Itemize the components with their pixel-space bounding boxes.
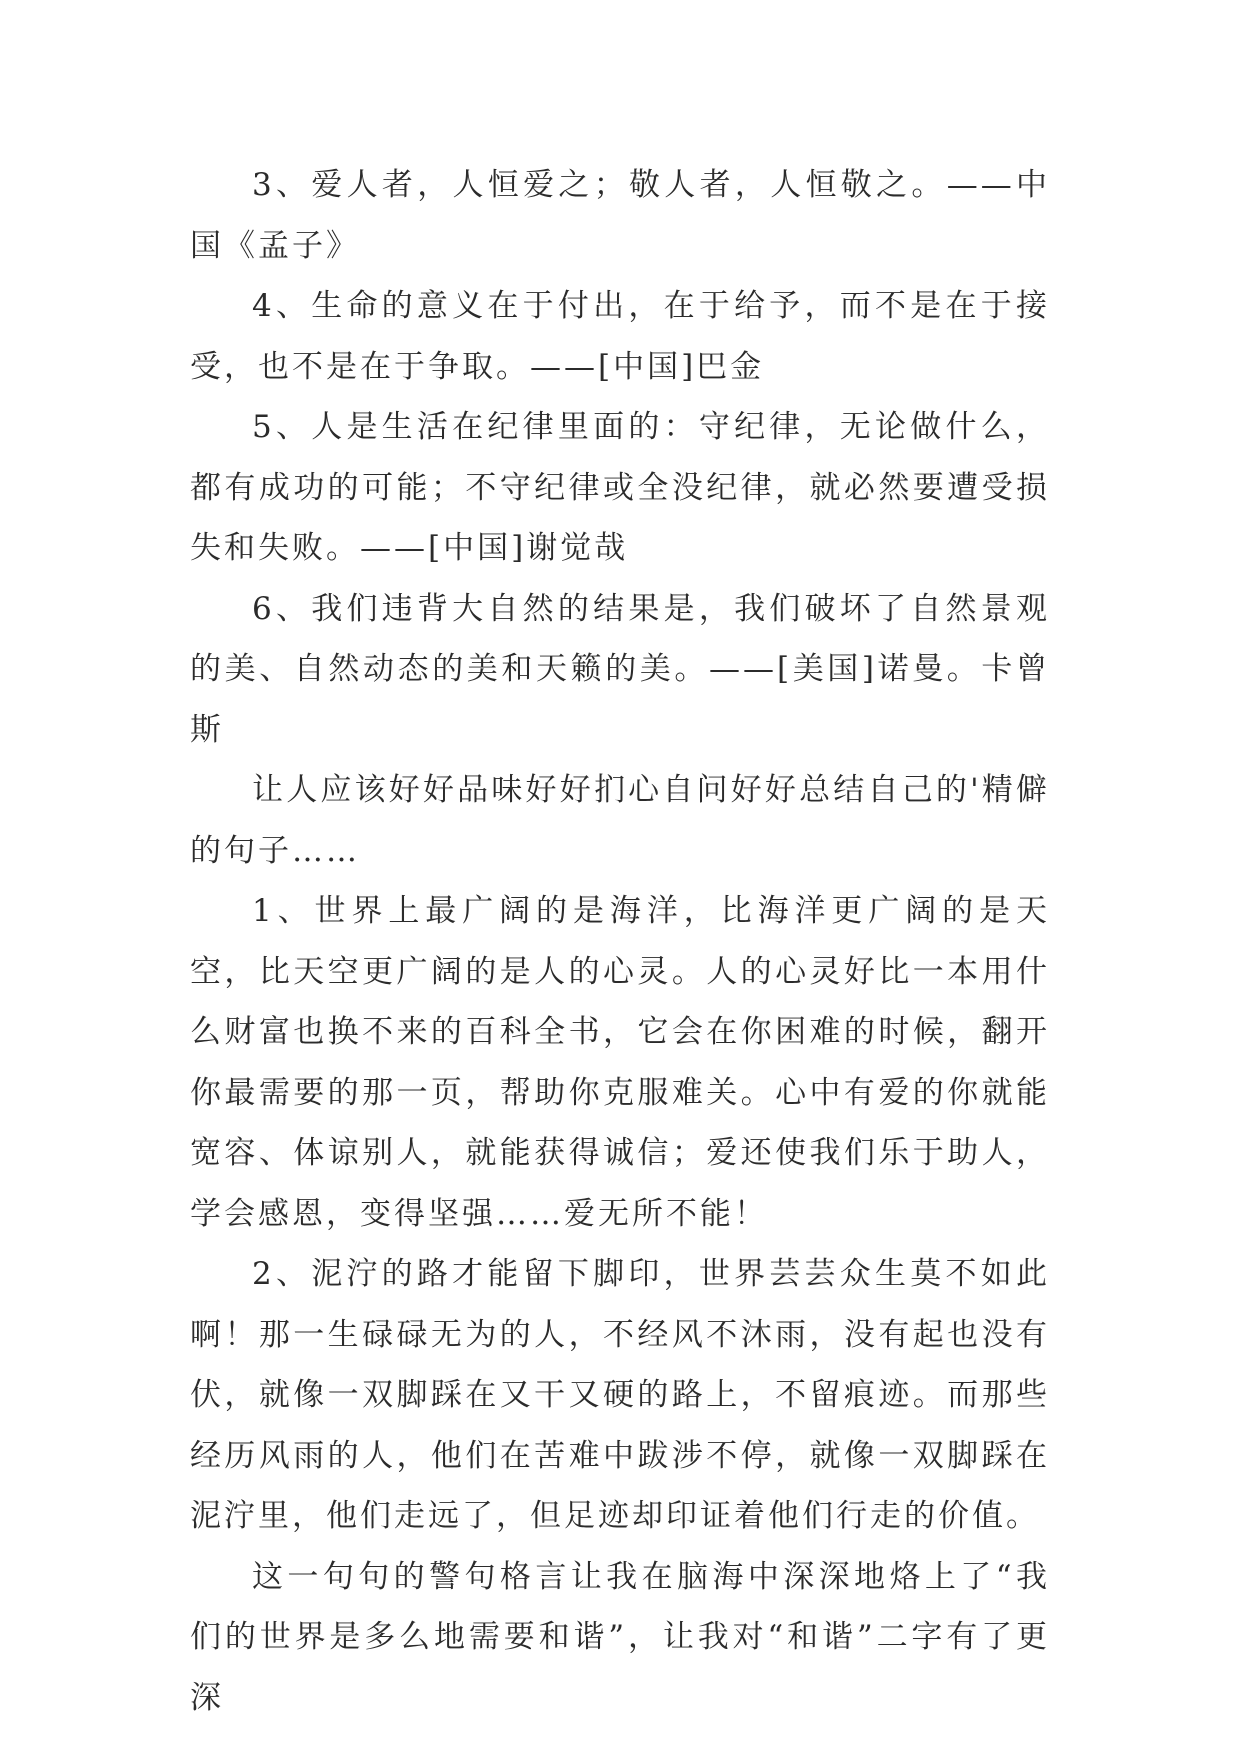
intro-paragraph: 让人应该好好品味好好扪心自问好好总结自己的'精僻的句子…… bbox=[190, 772, 1050, 869]
essay-paragraph: 这一句句的警句格言让我在脑海中深深地烙上了“我们的世界是多么地需要和谐”，让我对“和谐”二字有了更深 bbox=[190, 1558, 1050, 1716]
essay-paragraph: 2、泥泞的路才能留下脚印，世界芸芸众生莫不如此啊！那一生碌碌无为的人，不经风不沐雨，没有起也没有伏，就像一双脚踩在又干又硬的路上，不留痕迹。而那些经历风雨的人，他们在苦难中跋涉不停，就像一双脚踩在泥泞里，他们走远了，但足迹却印证着他们行走的价值。 bbox=[190, 1256, 1050, 1534]
quote-paragraph: 6、我们违背大自然的结果是，我们破坏了自然景观的美、自然动态的美和天籁的美。——[美国]诺曼。卡曾斯 bbox=[190, 590, 1050, 748]
quote-paragraph: 5、人是生活在纪律里面的：守纪律，无论做什么，都有成功的可能；不守纪律或全没纪律，就必然要遭受损失和失败。——[中国]谢觉哉 bbox=[190, 409, 1050, 566]
essay-paragraph: 1、世界上最广阔的是海洋，比海洋更广阔的是天空，比天空更广阔的是人的心灵。人的心灵好比一本用什么财富也换不来的百科全书，它会在你困难的时候，翻开你最需要的那一页，帮助你克服难关。心中有爱的你就能宽容、体谅别人，就能获得诚信；爱还使我们乐于助人，学会感恩，变得坚强……爱无所不能！ bbox=[190, 893, 1050, 1232]
document-body bbox=[190, 155, 1050, 1728]
quote-paragraph: 3、爱人者，人恒爱之；敬人者，人恒敬之。——中国《孟子》 bbox=[190, 167, 1050, 264]
quote-paragraph: 4、生命的意义在于付出，在于给予，而不是在于接受，也不是在于争取。——[中国]巴金 bbox=[190, 288, 1050, 385]
